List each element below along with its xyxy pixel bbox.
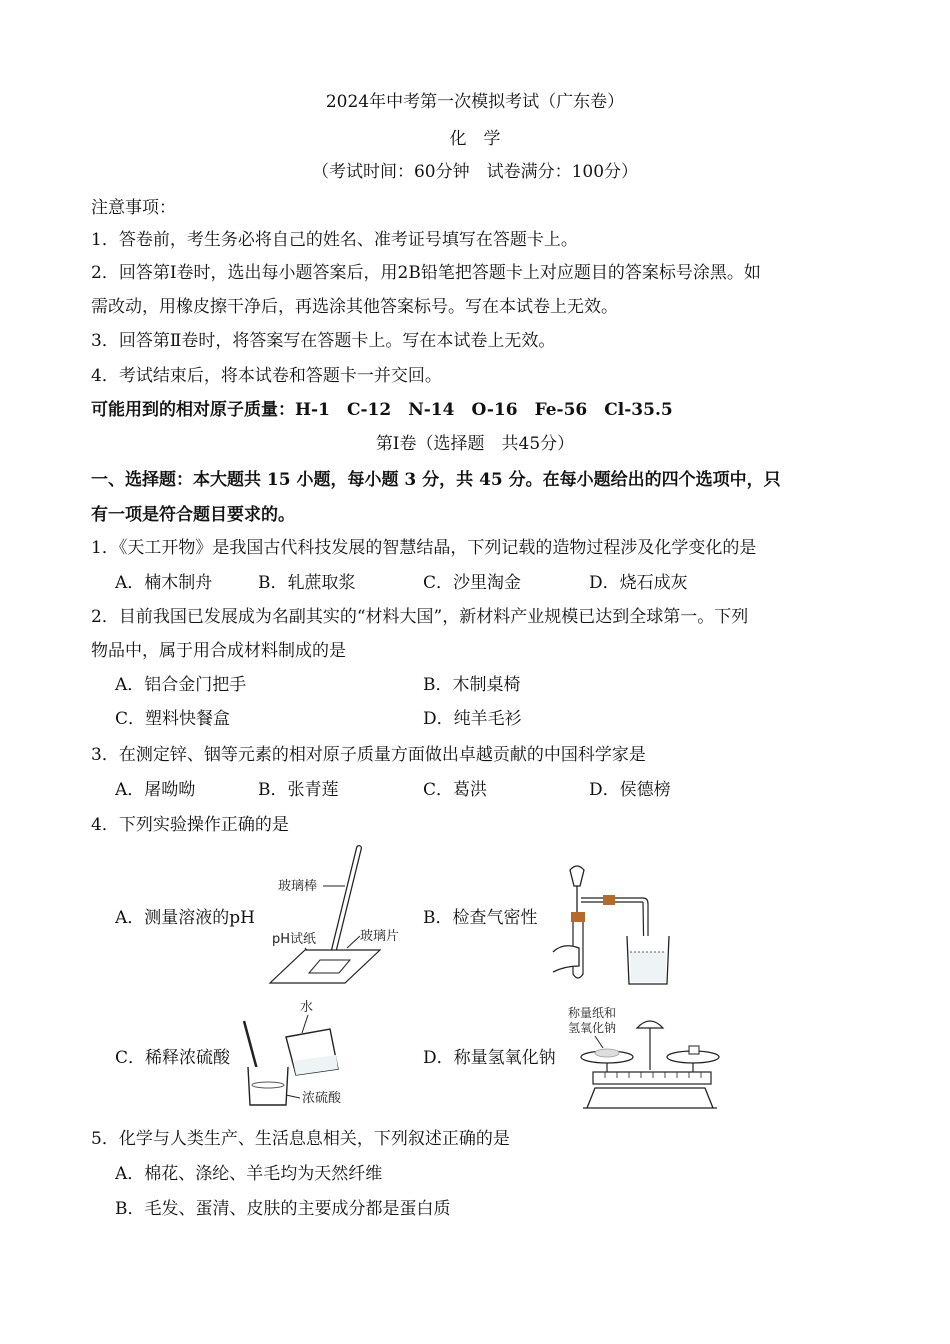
q4-option-d: D．称量氢氧化钠 [423, 1048, 556, 1068]
glass-rod [331, 848, 359, 962]
q1-option-d: D．烧石成灰 [589, 573, 688, 593]
section-instructions-cont: 有一项是符合题目要求的。 [91, 505, 295, 525]
label-naoh: 氢氧化钠 [568, 1021, 617, 1035]
q2-option-b: B．木制桌椅 [423, 675, 521, 695]
q4-option-b: B．检查气密性 [423, 908, 538, 928]
rubber-stopper [571, 912, 585, 922]
q4-option-a: A．测量溶液的pH [115, 908, 255, 928]
q4-option-c: C．稀释浓硫酸 [115, 1048, 231, 1068]
label-conc-acid: 浓硫酸 [302, 1091, 342, 1106]
q1-option-c: C．沙里淘金 [423, 573, 522, 593]
question-4-stem: 4．下列实验操作正确的是 [91, 815, 289, 835]
beam-ruler [593, 1072, 711, 1084]
q2-option-a: A．铝合金门把手 [115, 675, 247, 695]
part1-title: 第Ⅰ卷（选择题 共45分） [375, 434, 575, 454]
exam-title: 2024年中考第一次模拟考试（广东卷） [325, 92, 625, 112]
q3-option-b: B．张青莲 [258, 780, 339, 800]
q1-option-b: B．轧蔗取浆 [258, 573, 356, 593]
exam-info: （考试时间：60分钟 试卷满分：100分） [311, 162, 639, 182]
section-instructions: 一、选择题：本大题共 15 小题，每小题 3 分，共 45 分。在每小题给出的四个选项中，只 [91, 470, 781, 490]
q3-option-c: C．葛洪 [423, 780, 488, 800]
airtightness-figure [545, 862, 680, 997]
question-2-stem: 2．目前我国已发展成为名副其实的“材料大国”，新材料产业规模已达到全球第一。下列 [91, 607, 749, 627]
note-item: 2．回答第Ⅰ卷时，选出每小题答案后，用2B铅笔把答题卡上对应题目的答案标号涂黑。如 [91, 263, 761, 283]
question-1-stem: 1．《天工开物》是我国古代科技发展的智慧结晶，下列记载的造物过程涉及化学变化的是 [91, 538, 757, 558]
weight [689, 1046, 699, 1054]
note-item: 1．答卷前，考生务必将自己的姓名、准考证号填写在答题卡上。 [91, 230, 578, 250]
note-item: 4．考试结束后，将本试卷和答题卡一并交回。 [91, 366, 442, 386]
question-5-stem: 5．化学与人类生产、生活息息相关，下列叙述正确的是 [91, 1129, 510, 1149]
subject-title: 化 学 [449, 129, 501, 149]
notes-heading: 注意事项： [91, 198, 176, 218]
atomic-masses: 可能用到的相对原子质量：H-1 C-12 N-14 O-16 Fe-56 Cl-35.5 [91, 400, 673, 420]
q3-option-d: D．侯德榜 [589, 780, 671, 800]
q5-option-b: B．毛发、蛋清、皮肤的主要成分都是蛋白质 [115, 1199, 451, 1219]
q5-option-a: A．棉花、涤纶、羊毛均为天然纤维 [115, 1164, 383, 1184]
note-item: 3．回答第Ⅱ卷时，将答案写在答题卡上。写在本试卷上无效。 [91, 331, 556, 351]
question-2-stem-cont: 物品中，属于用合成材料制成的是 [91, 641, 346, 661]
q2-option-d: D．纯羊毛衫 [423, 709, 522, 729]
separatory-funnel [570, 866, 584, 886]
label-ph-paper: pH试纸 [272, 932, 317, 947]
ph-test-figure [265, 840, 400, 990]
q1-option-a: A．楠木制舟 [115, 573, 213, 593]
tube-clamp [603, 895, 615, 905]
pointer-scale [637, 1021, 663, 1028]
label-weigh-paper: 称量纸和 [568, 1006, 617, 1020]
note-item: 需改动，用橡皮擦干净后，再选涂其他答案标号。写在本试卷上无效。 [91, 297, 618, 317]
label-water: 水 [300, 1000, 314, 1015]
label-glass-slide: 玻璃片 [360, 929, 400, 944]
question-3-stem: 3．在测定锌、铟等元素的相对原子质量方面做出卓越贡献的中国科学家是 [91, 745, 646, 765]
dilution-figure [238, 995, 368, 1115]
q3-option-a: A．屠呦呦 [115, 780, 196, 800]
balance-base [587, 1088, 713, 1108]
q2-option-c: C．塑料快餐盒 [115, 709, 231, 729]
label-glass-rod: 玻璃棒 [278, 879, 318, 894]
balance-figure [565, 1000, 725, 1112]
